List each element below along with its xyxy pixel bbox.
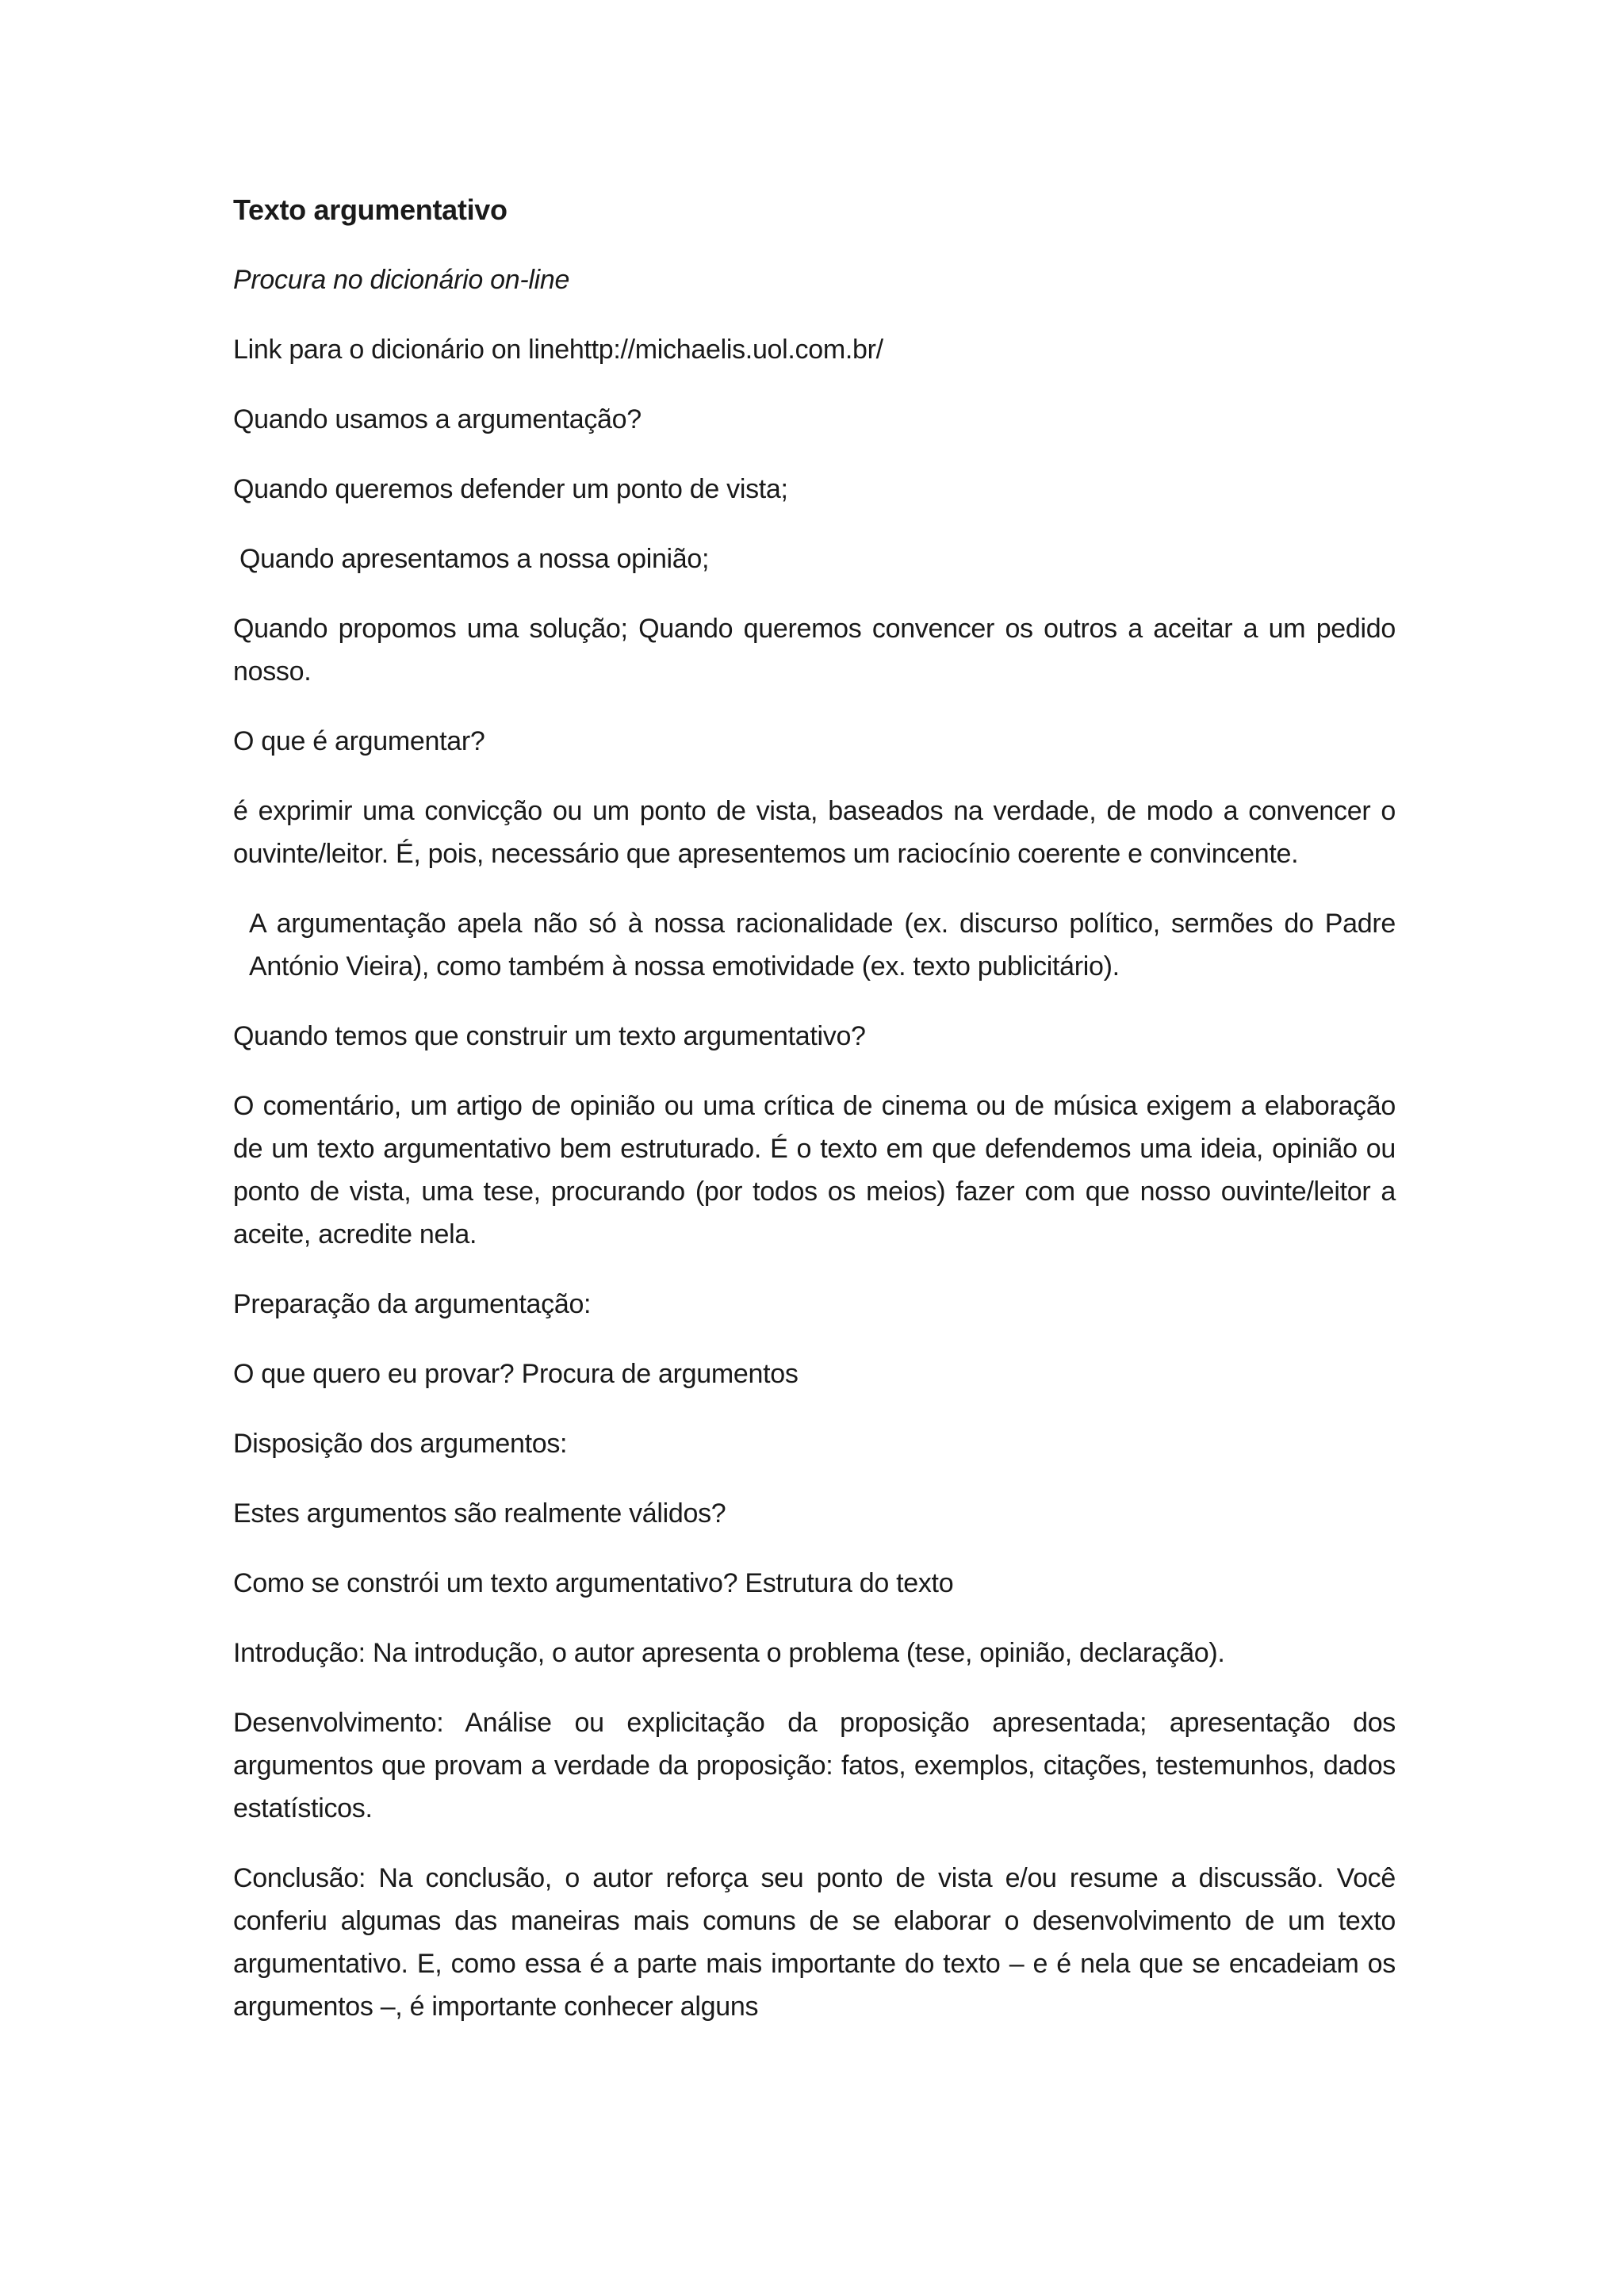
paragraph-question-what: O que é argumentar? bbox=[233, 726, 485, 756]
paragraph-disposition: Disposição dos argumentos: bbox=[233, 1429, 568, 1459]
document-title: Texto argumentativo bbox=[233, 193, 508, 226]
paragraph-dictionary-note: Procura no dicionário on-line bbox=[233, 265, 570, 295]
paragraph-introduction: Introdução: Na introdução, o autor apresenta o problema (tese, opinião, declaração). bbox=[233, 1638, 1225, 1668]
paragraph-conclusion: Conclusão: Na conclusão, o autor reforça seu ponto de vista e/ou resume a discussão. Você conferiu algumas das maneiras mais comuns de se elaborar o desenvolvimento de um texto argumentativo. E, como essa é a parte mais importante do texto – e é nela que se encadeiam os argumentos –, é importante conhecer alguns bbox=[233, 1863, 1396, 2022]
paragraph-prove: O que quero eu provar? Procura de argumentos bbox=[233, 1359, 799, 1389]
paragraph-development: Desenvolvimento: Análise ou explicitação da proposição apresentada; apresentação dos argumentos que provam a verdade da proposição: fatos, exemplos, citações, testemunhos, dados estatísticos. bbox=[233, 1708, 1396, 1823]
paragraph-structure: Como se constrói um texto argumentativo? Estrutura do texto bbox=[233, 1568, 954, 1598]
paragraph-present-opinion: Quando apresentamos a nossa opinião; bbox=[239, 544, 710, 574]
paragraph-commentary: O comentário, um artigo de opinião ou uma crítica de cinema ou de música exigem a elaboração de um texto argumentativo bem estruturado. É o texto em que defendemos uma ideia, opinião ou ponto de vista, uma tese, procurando (por todos os meios) fazer com que nosso ouvinte/leitor a aceite, acredite nela. bbox=[233, 1091, 1396, 1249]
paragraph-question-construct: Quando temos que construir um texto argumentativo? bbox=[233, 1021, 866, 1051]
paragraph-preparation: Preparação da argumentação: bbox=[233, 1289, 592, 1319]
document-body bbox=[233, 189, 1396, 2028]
paragraph-dictionary-link: Link para o dicionário on linehttp://michaelis.uol.com.br/ bbox=[233, 335, 883, 365]
paragraph-question-when: Quando usamos a argumentação? bbox=[233, 404, 642, 434]
paragraph-appeal: A argumentação apela não só à nossa racionalidade (ex. discurso político, sermões do Padre António Vieira), como também à nossa emotividade (ex. texto publicitário). bbox=[249, 909, 1396, 982]
paragraph-defend-viewpoint: Quando queremos defender um ponto de vista; bbox=[233, 474, 788, 504]
paragraph-propose-solution: Quando propomos uma solução; Quando queremos convencer os outros a aceitar a um pedido nosso. bbox=[233, 614, 1396, 687]
paragraph-definition: é exprimir uma convicção ou um ponto de vista, baseados na verdade, de modo a convencer o ouvinte/leitor. É, pois, necessário que apresentemos um raciocínio coerente e convincente. bbox=[233, 796, 1396, 869]
paragraph-validity: Estes argumentos são realmente válidos? bbox=[233, 1498, 726, 1529]
